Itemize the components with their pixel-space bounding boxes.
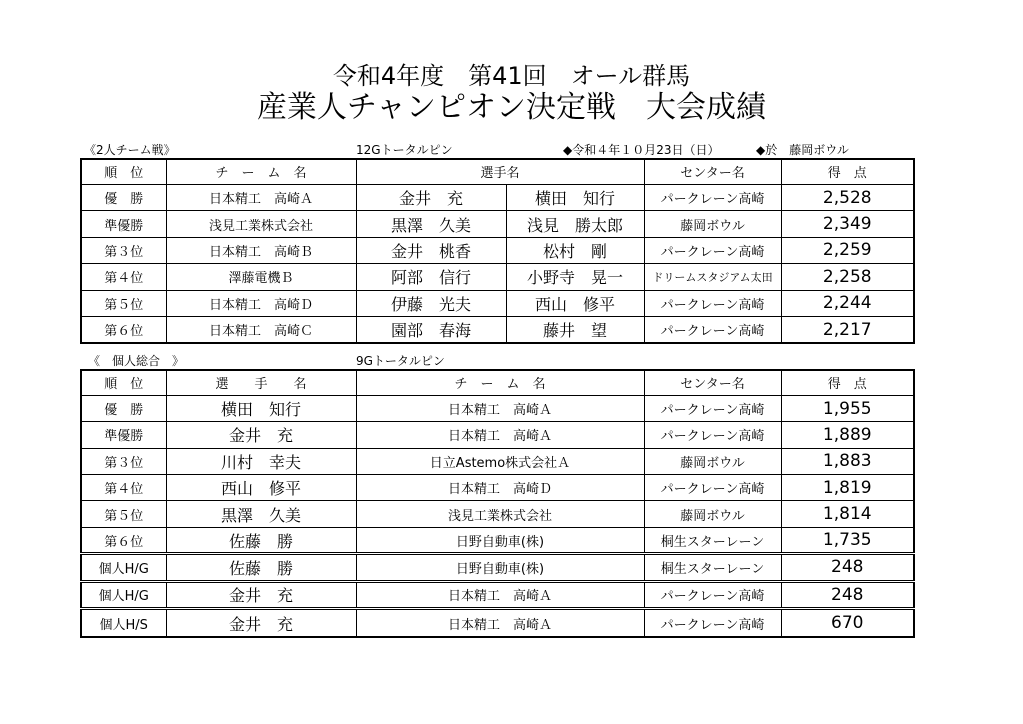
table-row bbox=[81, 317, 914, 343]
player-cell: 藤井 望 bbox=[506, 317, 644, 343]
rank-cell: 準優勝 bbox=[81, 211, 166, 237]
player-cell: 伊藤 光夫 bbox=[356, 290, 506, 316]
individual-game-label: 9Gトータルピン bbox=[356, 354, 445, 368]
player-cell: 金井 充 bbox=[166, 581, 356, 608]
team-cell: 日本精工 高崎Ａ bbox=[166, 184, 356, 210]
title-line-2: 産業人チャンピオン決定戦 大会成績 bbox=[256, 90, 767, 125]
score-cell: 2,258 bbox=[781, 264, 914, 290]
player-cell: 金井 桃香 bbox=[356, 237, 506, 263]
player-cell: 黒澤 久美 bbox=[166, 501, 356, 527]
center-cell: パークレーン高崎 bbox=[644, 475, 781, 501]
header-center: センター名 bbox=[644, 159, 781, 184]
team-cell: 日本精工 高崎Ｂ bbox=[166, 237, 356, 263]
team-section-label: 《2人チーム戦》 bbox=[84, 143, 176, 157]
team-cell: 日本精工 高崎Ａ bbox=[356, 395, 644, 421]
score-cell: 2,244 bbox=[781, 290, 914, 316]
table-row bbox=[81, 184, 914, 210]
center-cell: 藤岡ボウル bbox=[644, 211, 781, 237]
player-cell: 松村 剛 bbox=[506, 237, 644, 263]
rank-cell: 優 勝 bbox=[81, 184, 166, 210]
team-cell: 日野自動車(株) bbox=[356, 554, 644, 581]
table-row bbox=[81, 475, 914, 501]
rank-cell: 第４位 bbox=[81, 475, 166, 501]
player-cell: 黒澤 久美 bbox=[356, 211, 506, 237]
score-cell: 1,735 bbox=[781, 527, 914, 553]
header-score: 得 点 bbox=[781, 370, 914, 395]
team-cell: 日本精工 高崎Ａ bbox=[356, 422, 644, 448]
player-cell: 横田 知行 bbox=[166, 395, 356, 421]
table-row bbox=[81, 448, 914, 474]
player-cell: 金井 充 bbox=[356, 184, 506, 210]
team-cell: 日野自動車(株) bbox=[356, 527, 644, 553]
table-row bbox=[81, 422, 914, 448]
rank-cell: 第６位 bbox=[81, 527, 166, 553]
player-cell: 西山 修平 bbox=[166, 475, 356, 501]
team-header-row bbox=[81, 159, 914, 184]
header-center: センター名 bbox=[644, 370, 781, 395]
center-cell: パークレーン高崎 bbox=[644, 237, 781, 263]
player-cell: 金井 充 bbox=[166, 422, 356, 448]
player-cell: 川村 幸夫 bbox=[166, 448, 356, 474]
player-cell: 金井 充 bbox=[166, 609, 356, 637]
team-date-label: ◆令和４年１０月23日（日） bbox=[563, 143, 720, 157]
rank-cell: 第６位 bbox=[81, 317, 166, 343]
team-results-table bbox=[80, 158, 915, 344]
rank-cell: 第５位 bbox=[81, 501, 166, 527]
rank-cell: 個人H/G bbox=[81, 554, 166, 581]
team-game-label: 12Gトータルピン bbox=[356, 143, 453, 157]
center-cell: パークレーン高崎 bbox=[644, 317, 781, 343]
header-player: 選 手 名 bbox=[166, 370, 356, 395]
player-cell: 園部 春海 bbox=[356, 317, 506, 343]
rank-cell: 第４位 bbox=[81, 264, 166, 290]
rank-cell: 第３位 bbox=[81, 448, 166, 474]
center-cell: パークレーン高崎 bbox=[644, 184, 781, 210]
score-cell: 248 bbox=[781, 581, 914, 608]
center-cell: 藤岡ボウル bbox=[644, 501, 781, 527]
individual-header-row bbox=[81, 370, 914, 395]
rank-cell: 個人H/S bbox=[81, 609, 166, 637]
center-cell: 藤岡ボウル bbox=[644, 448, 781, 474]
header-players: 選手名 bbox=[356, 159, 644, 184]
player-cell: 佐藤 勝 bbox=[166, 527, 356, 553]
player-cell: 小野寺 晃一 bbox=[506, 264, 644, 290]
score-cell: 1,819 bbox=[781, 475, 914, 501]
table-row bbox=[81, 237, 914, 263]
header-rank: 順 位 bbox=[81, 370, 166, 395]
table-row bbox=[81, 264, 914, 290]
team-cell: 日本精工 高崎Ｄ bbox=[356, 475, 644, 501]
table-row bbox=[81, 395, 914, 421]
individual-section-label: 《 個人総合 》 bbox=[88, 354, 185, 368]
team-cell: 澤藤電機Ｂ bbox=[166, 264, 356, 290]
player-cell: 浅見 勝太郎 bbox=[506, 211, 644, 237]
center-cell: パークレーン高崎 bbox=[644, 395, 781, 421]
center-cell: パークレーン高崎 bbox=[644, 581, 781, 608]
rank-cell: 第５位 bbox=[81, 290, 166, 316]
team-cell: 日本精工 高崎Ｄ bbox=[166, 290, 356, 316]
score-cell: 248 bbox=[781, 554, 914, 581]
rank-cell: 第３位 bbox=[81, 237, 166, 263]
team-cell: 日本精工 高崎Ａ bbox=[356, 581, 644, 608]
score-cell: 2,217 bbox=[781, 317, 914, 343]
team-cell: 日本精工 高崎Ｃ bbox=[166, 317, 356, 343]
title-line-1: 令和4年度 第41回 オール群馬 bbox=[332, 62, 691, 90]
table-row bbox=[81, 211, 914, 237]
score-cell: 1,955 bbox=[781, 395, 914, 421]
table-row bbox=[81, 527, 914, 553]
rank-cell: 準優勝 bbox=[81, 422, 166, 448]
table-row bbox=[81, 581, 914, 608]
center-cell: パークレーン高崎 bbox=[644, 290, 781, 316]
header-rank: 順 位 bbox=[81, 159, 166, 184]
center-cell: ドリームスタジアム太田 bbox=[644, 264, 781, 290]
center-cell: パークレーン高崎 bbox=[644, 609, 781, 637]
table-row bbox=[81, 609, 914, 637]
individual-results-table bbox=[80, 369, 915, 638]
table-row bbox=[81, 501, 914, 527]
player-cell: 佐藤 勝 bbox=[166, 554, 356, 581]
header-score: 得 点 bbox=[781, 159, 914, 184]
center-cell: パークレーン高崎 bbox=[644, 422, 781, 448]
score-cell: 2,528 bbox=[781, 184, 914, 210]
table-row bbox=[81, 554, 914, 581]
team-cell: 日本精工 高崎Ａ bbox=[356, 609, 644, 637]
header-team: チ ー ム 名 bbox=[166, 159, 356, 184]
rank-cell: 優 勝 bbox=[81, 395, 166, 421]
score-cell: 1,883 bbox=[781, 448, 914, 474]
team-cell: 浅見工業株式会社 bbox=[166, 211, 356, 237]
score-cell: 670 bbox=[781, 609, 914, 637]
header-team: チ ー ム 名 bbox=[356, 370, 644, 395]
rank-cell: 個人H/G bbox=[81, 581, 166, 608]
score-cell: 1,889 bbox=[781, 422, 914, 448]
table-row bbox=[81, 290, 914, 316]
team-venue-label: ◆於 藤岡ボウル bbox=[756, 143, 849, 157]
player-cell: 阿部 信行 bbox=[356, 264, 506, 290]
center-cell: 桐生スターレーン bbox=[644, 554, 781, 581]
player-cell: 横田 知行 bbox=[506, 184, 644, 210]
player-cell: 西山 修平 bbox=[506, 290, 644, 316]
score-cell: 2,349 bbox=[781, 211, 914, 237]
team-cell: 浅見工業株式会社 bbox=[356, 501, 644, 527]
center-cell: 桐生スターレーン bbox=[644, 527, 781, 553]
score-cell: 2,259 bbox=[781, 237, 914, 263]
team-cell: 日立Astemo株式会社Ａ bbox=[356, 448, 644, 474]
score-cell: 1,814 bbox=[781, 501, 914, 527]
